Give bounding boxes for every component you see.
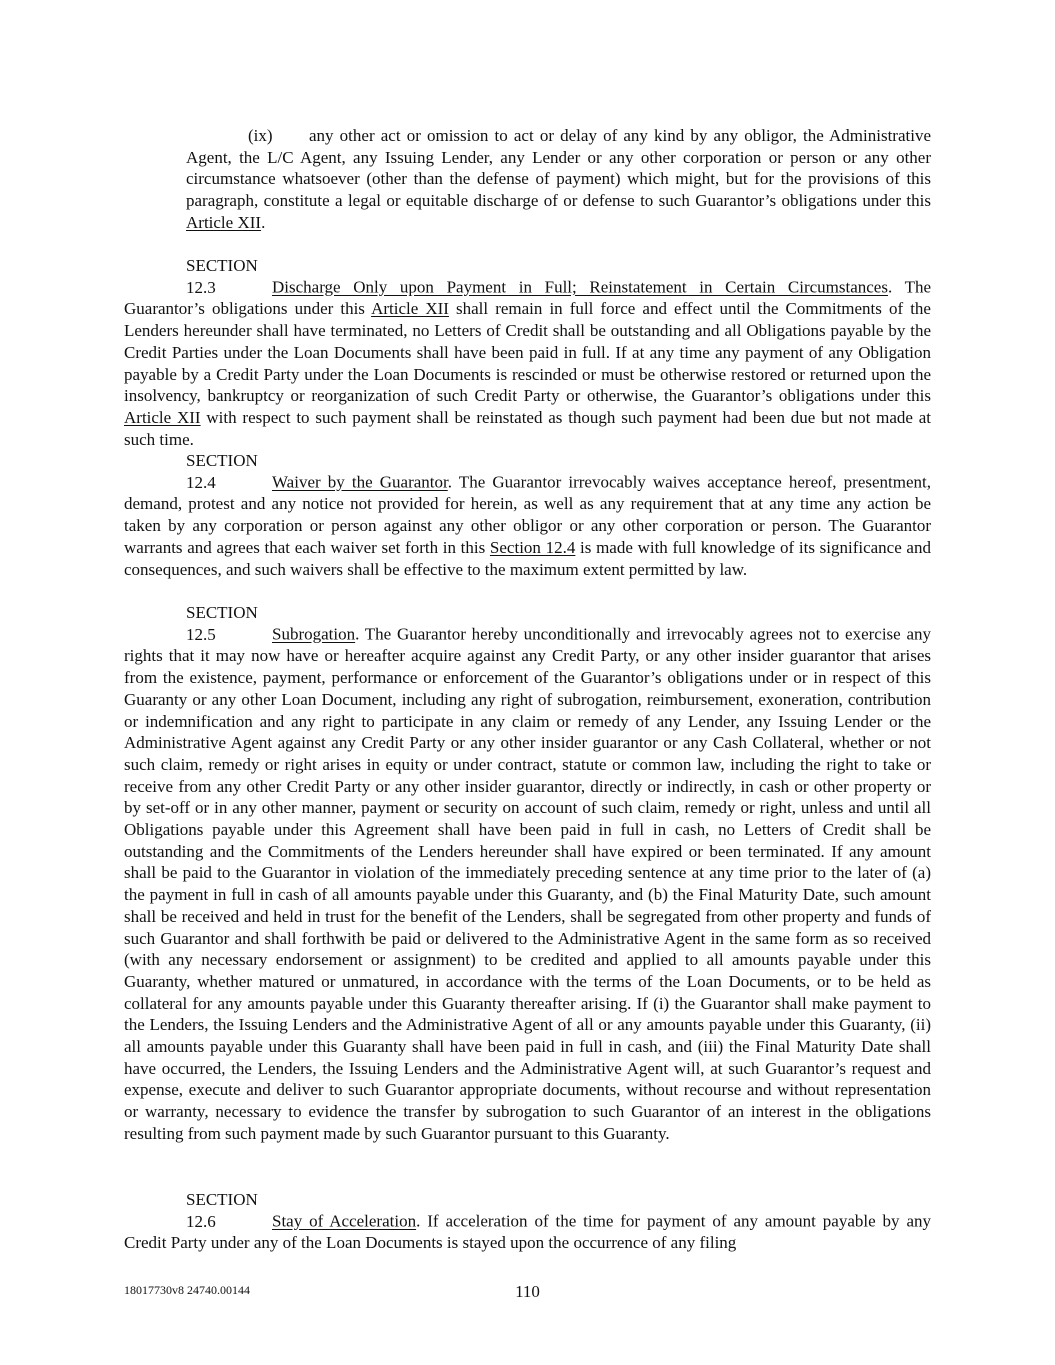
section-12-3-text-2: shall remain in full force and effect until the Commitments of the Lenders hereunder shall have terminated, no Letters of Credit shall be outstanding and all Obligations payable by the Credit Parties under the Loan Documents shall have been paid in full. If at any time any payment of any Obligation payable by a Credit Party under the Loan Documents is rescinded or must be otherwise restored or returned upon the insolvency, bankruptcy or reorganization of such Credit Party or otherwise, the Guarantor’s obligations under this [124, 299, 931, 406]
section-12-6-title: Stay of Acceleration [272, 1211, 417, 1231]
page-number: 110 [515, 1282, 540, 1301]
section-12-3-article-ref-2: Article XII [124, 407, 201, 427]
section-12-3-text-1: . The Guarantor’s obligations under this [124, 277, 931, 319]
clause-ix-article-ref: Article XII [186, 212, 262, 232]
section-12-3-number: SECTION 12.3 [186, 256, 258, 297]
section-12-4-title: Waiver by the Guarantor [272, 472, 448, 492]
section-12-3-title: Discharge Only upon Payment in Full; Reinstatement in Certain Circumstances [272, 277, 888, 297]
section-12-3 [124, 255, 931, 450]
section-12-3-text-3: with respect to such payment shall be reinstated as though such payment had been due but not made at such time. [124, 407, 931, 449]
clause-ix [186, 125, 931, 234]
section-12-4-text-2: is made with full knowledge of its significance and consequences, and such waivers shall be effective to the maximum extent permitted by law. [124, 537, 931, 579]
section-12-5-text-1: . The Guarantor hereby unconditionally and irrevocably agrees not to exercise any rights that it may now have or hereafter acquire against any Credit Party, or any other insider guarantor that arises from the existence, payment, performance or enforcement of the Guarantor’s obligations under or in respect of this Guaranty or any other Loan Document, including any right of subrogation, reimbursement, exoneration, contribution or indemnification and any right to participate in any claim or remedy of any Lender, any Issuing Lender or the Administrative Agent against any Credit Party or any other insider guarantor or any Cash Collateral, whether or not such claim, remedy or right arises in equity or under contract, statute or common law, including the right to take or receive from any other Credit Party or any other insider guarantor, directly or indirectly, in cash or other property or by set-off or in any other manner, payment or security on account of such claim, remedy or right, unless and until all Obligations payable under this Agreement shall have been paid in full in cash, no Letters of Credit shall be outstanding and the Commitments of the Lenders hereunder shall have expired or been terminated. If any amount shall be paid to the Guarantor in violation of the immediately preceding sentence at any time prior to the later of (a) the payment in full in cash of all amounts payable under this Guaranty, and (b) the Final Maturity Date, such amount shall be received and held in trust for the benefit of the Lenders, shall be segregated from other property and funds of such Guarantor and shall forthwith be paid or delivered to the Administrative Agent in the same form as so received (with any necessary endorsement or assignment) to be credited and applied to all amounts payable under this Guaranty, whether matured or unmatured, in accordance with the terms of the Loan Documents, or to be held as collateral for any amounts payable under this Guaranty thereafter arising. If (i) the Guarantor shall make payment to the Lenders, the Issuing Lenders and the Administrative Agent of all or any amounts payable under this Guaranty, (ii) all amounts payable under this Guaranty shall have been paid in full in cash, and (iii) the Final Maturity Date shall have occurred, the Lenders, the Issuing Lenders and the Administrative Agent will, at such Guarantor’s request and expense, execute and deliver to such Guarantor appropriate documents, without recourse and without representation or warranty, necessary to evidence the transfer by subrogation to such Guarantor of an interest in the obligations resulting from such payment made by such Guarantor pursuant to this Guaranty. [124, 624, 931, 1143]
section-12-6 [124, 1189, 931, 1254]
section-12-4-section-ref: Section 12.4 [489, 537, 576, 557]
section-12-5-title: Subrogation [272, 624, 356, 644]
section-12-5-number: SECTION 12.5 [186, 603, 258, 644]
document-id: 18017730v8 24740.00144 [124, 1283, 250, 1297]
section-12-4-text-1: . The Guarantor irrevocably waives acceptance hereof, presentment, demand, protest and any notice not provided for herein, as well as any requirement that at any time any action be taken by any corporation or person against any other obligor or any other corporation or person. The Guarantor warrants and agrees that each waiver set forth in this [124, 472, 931, 557]
section-12-5 [124, 602, 931, 1145]
clause-ix-marker: (ix) [248, 126, 273, 145]
section-12-4 [124, 450, 931, 580]
section-12-6-number: SECTION 12.6 [186, 1190, 258, 1231]
clause-ix-text-2: . [261, 212, 266, 232]
clause-ix-text-1: any other act or omission to act or delay of any kind by any obligor, the Administrative Agent, the L/C Agent, any Issuing Lender, any Lender or any other corporation or person or any other circumstance whatsoever (other than the defense of payment) which might, but for the provisions of this paragraph, constitute a legal or equitable discharge of or defense to such Guarantor’s obligations under this [186, 126, 931, 211]
section-12-3-article-ref-1: Article XII [371, 299, 449, 319]
section-12-4-number: SECTION 12.4 [186, 451, 258, 492]
section-12-6-text-1: . If acceleration of the time for payment of any amount payable by any Credit Party under any of the Loan Documents is stayed upon the occurrence of any filing [124, 1211, 931, 1253]
